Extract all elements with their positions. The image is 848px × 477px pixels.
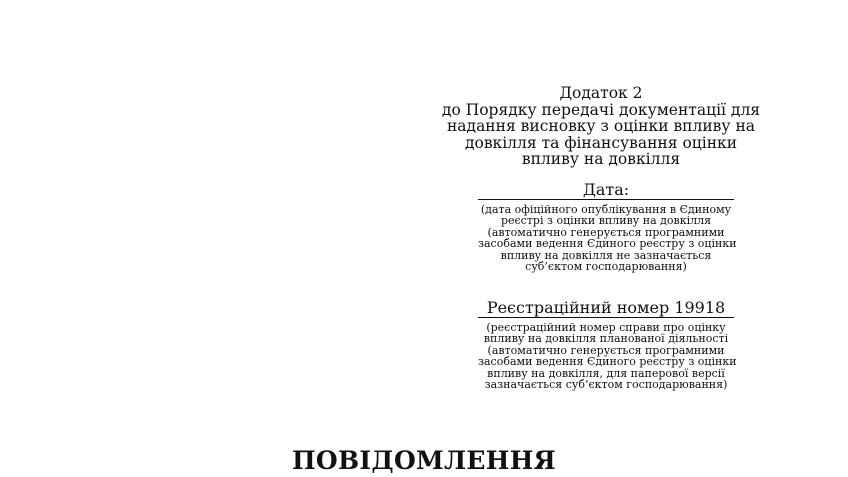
registration-field [478, 298, 737, 392]
registration-note-line: засобами ведення Єдиного реєстру з оцінки [478, 355, 737, 369]
appendix-line: надання висновку з оцінки впливу на [446, 117, 756, 135]
date-note [478, 203, 737, 274]
appendix-line: довкілля та фінансування оцінки [464, 133, 738, 152]
date-note-line: реєстрі з оцінки впливу на довкілля [500, 214, 712, 228]
appendix-header [440, 85, 762, 168]
date-note-line: суб’єктом господарювання) [525, 260, 687, 274]
registration-note-line: зазначається суб’єктом господарювання) [484, 378, 728, 392]
registration-note-line: впливу на довкілля, для паперової версії [487, 366, 725, 380]
appendix-line: до Порядку передачі документації для [441, 100, 761, 119]
registration-number-label: Реєстраційний номер 19918 [478, 298, 734, 318]
registration-note-line: (автоматично генерується програмними [487, 343, 725, 357]
date-note-line: засобами ведення Єдиного реєстру з оцінки [478, 237, 737, 251]
document-heading: ПОВІДОМЛЕННЯ [292, 446, 556, 475]
date-label: Дата: [478, 180, 734, 200]
registration-note-line: (реєстраційний номер справи про оцінку [486, 321, 726, 334]
date-note-line: (дата офіційного опублікування в Єдиному [480, 203, 732, 216]
appendix-line: впливу на довкілля [521, 150, 681, 168]
registration-note [478, 321, 737, 392]
date-note-line: (автоматично генерується програмними [487, 225, 725, 239]
date-note-line: впливу на довкілля не зазначається [500, 248, 712, 262]
appendix-line: Додаток 2 [559, 84, 643, 102]
date-field [478, 180, 737, 274]
registration-note-line: впливу на довкілля планованої діяльності [483, 332, 729, 346]
